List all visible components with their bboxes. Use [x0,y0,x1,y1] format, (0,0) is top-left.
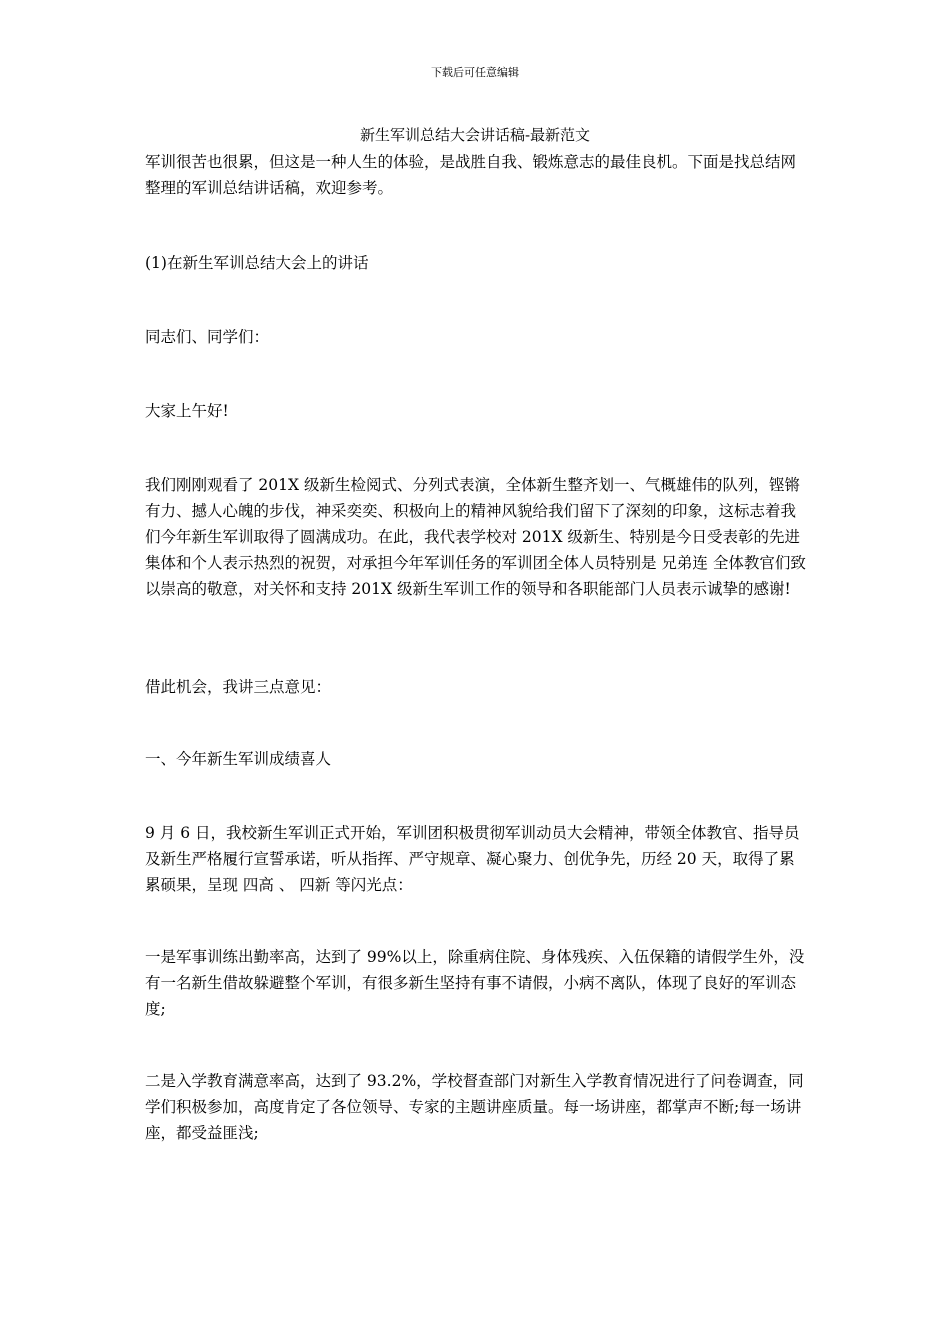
section-heading-speech: (1)在新生军训总结大会上的讲话 [145,254,369,272]
section-heading: 一、今年新生军训成绩喜人 [145,750,332,768]
body-paragraph: 一是军事训练出勤率高，达到了 99%以上，除重病住院、身体残疾、入伍保籍的请假学生外，没有一名新生借故躲避整个军训，有很多新生坚持有事不请假，小病不离队，体现了良好的军训态度; [145,948,805,1018]
body-paragraph: 9 月 6 日，我校新生军训正式开始，军训团积极贯彻军训动员大会精神，带领全体教官、指导员及新生严格履行宣誓承诺，听从指挥、严守规章、凝心聚力、创优争先，历经 20 天，取得了累累硕果，呈现 四高 、 四新 等闪光点： [145,824,800,894]
greeting-line: 同志们、同学们： [145,328,270,346]
document-title: 新生军训总结大会讲话稿-最新范文 [359,126,591,144]
body-paragraph: 二是入学教育满意率高，达到了 93.2%，学校督查部门对新生入学教育情况进行了问卷调查，同学们积极参加，高度肯定了各位领导、专家的主题讲座质量。每一场讲座，都掌声不断;每一场讲座，都受益匪浅; [145,1072,804,1142]
greeting-line: 大家上午好! [145,402,229,420]
body-paragraph: 我们刚刚观看了 201X 级新生检阅式、分列式表演，全体新生整齐划一、气概雄伟的队列，铿锵有力、撼人心魄的步伐，神采奕奕、积极向上的精神风貌给我们留下了深刻的印象，这标志着我们今年新生军训取得了圆满成功。在此，我代表学校对 201X 级新生、特别是今日受表彰的先进集体和个人表示热烈的祝贺，对承担今年军训任务的军训团全体人员特别是 兄弟连 全体教官们致以崇高的敬意，对关怀和支持 201X 级新生军训工作的领导和各职能部门人员表示诚挚的感谢! [145,476,806,598]
body-paragraph: 借此机会，我讲三点意见： [145,678,332,696]
header-note: 下载后可任意编辑 [431,66,519,79]
intro-paragraph: 军训很苦也很累，但这是一种人生的体验，是战胜自我、锻炼意志的最佳良机。下面是找总结网整理的军训总结讲话稿，欢迎参考。 [145,153,797,197]
